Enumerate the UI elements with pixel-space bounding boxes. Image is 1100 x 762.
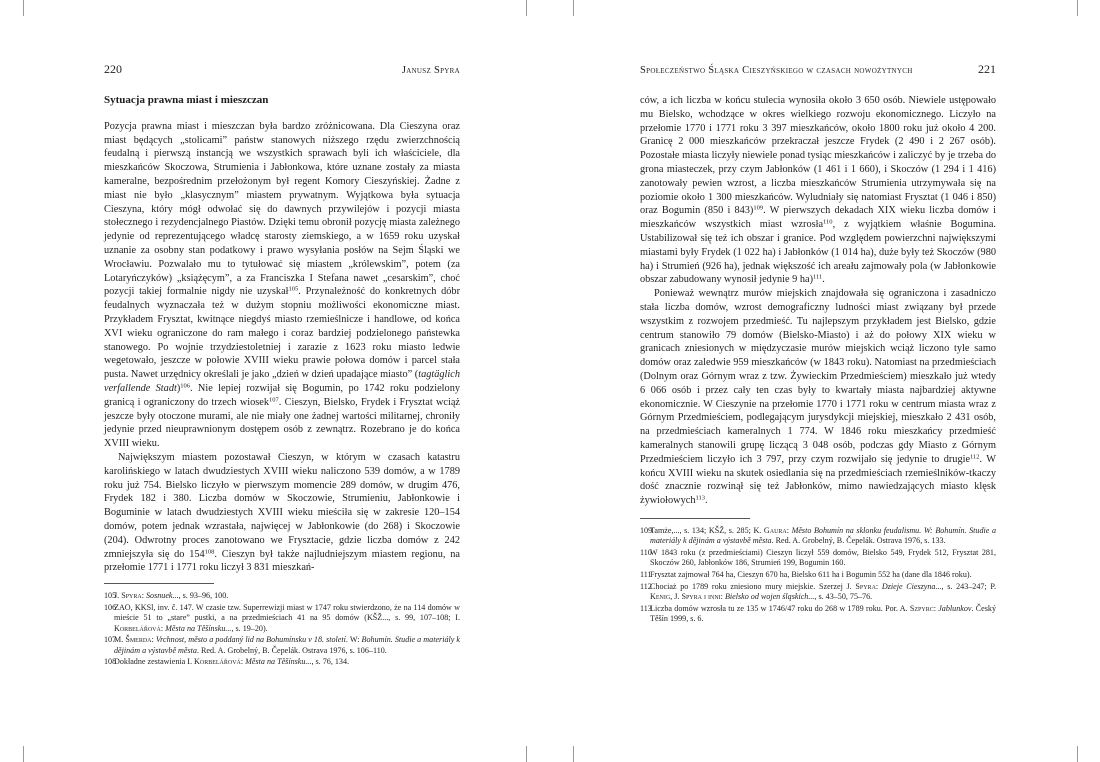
crop-mark: [573, 746, 574, 762]
footnote: [640, 570, 996, 580]
italic-text: Vrchnost, město a poddaný lid na Bohumínsku v 18. století: [155, 635, 346, 645]
text-run: . Red. A. Grobelný, B. Čepelák. Ostrava 1976, s. 133.: [771, 536, 946, 546]
crop-mark: [1077, 0, 1078, 16]
text-run: . Przynależność do konkretnych dóbr feudalnych wyznaczała też w dużym stopniu możliwości ekonomiczne miast. Przykładem Frysztat, kwitnące niegdyś miasto rzemieślnicze i handlowe, od końca XVI wieku ograniczone do ram małego i coraz bardziej podzielonego państewka stanowego. Po wojnie trzydziestoletniej i zarazie z 1623 roku miasto ledwie wegetowało, jeszcze w połowie XVIII wieku prawie połowa domów i parcel stała pusta. Nawet urzędnicy określali je jako „dzień w dzień upadające miasto” (: [104, 286, 460, 381]
body-text: [104, 120, 460, 575]
crop-mark: [526, 0, 527, 16]
running-head-title: Społeczeństwo Śląska Cieszyńskiego w czasach nowożytnych: [640, 65, 913, 76]
footnotes: [104, 591, 460, 667]
text-run: . Red. A. Grobelný, B. Čepelák. Ostrava 1976, s. 106–110.: [196, 645, 387, 655]
paragraph: [104, 451, 460, 575]
crop-mark: [23, 0, 24, 16]
text-run: .: [822, 274, 825, 286]
footnote-text: [114, 635, 460, 656]
crop-mark: [1077, 746, 1078, 762]
text-run: :: [720, 591, 725, 601]
section-title: Sytuacja prawna miast i mieszczan: [104, 94, 269, 106]
paragraph: [104, 120, 460, 451]
footnote-number: 109: [640, 525, 653, 535]
footnote-number: 111: [640, 569, 652, 579]
footnote-text: [650, 570, 996, 580]
text-run: . W:: [345, 635, 362, 645]
author-name: Spyra: [855, 581, 876, 591]
author-name: Gaura: [763, 525, 787, 535]
crop-mark: [573, 0, 574, 16]
footnote-rule: [640, 518, 750, 519]
footnote-ref[interactable]: 108: [204, 548, 215, 555]
footnote: [104, 591, 460, 601]
text-run: Frysztat zajmował 764 ha, Cieszyn 670 ha, Bielsko 611 ha i Bogumin 552 ha (dane dla 1846 roku).: [650, 569, 972, 579]
text-run: ZAO, KKSl, inv. č. 147. W czasie tzw. Superrewizji miast w 1747 roku stwierdzono, że na 114 domów w mieście 51 to „stare” pustki, a na przedmieściach 41 na 95 domów (KŠŽ..., s. 99, 107–108; I.: [114, 602, 460, 623]
text-run: , J.: [670, 591, 682, 601]
text-run: Tamże,..., s. 134; KŠŽ, s. 285; K.: [650, 525, 764, 535]
text-run: :: [240, 657, 246, 667]
footnote-text: [650, 548, 996, 569]
paragraph: [640, 94, 996, 287]
running-head-author: Janusz Spyra: [401, 65, 460, 76]
footnote-ref[interactable]: 109: [753, 204, 764, 212]
footnote-number: 112: [640, 581, 652, 591]
italic-text: Města na Těšínsku...: [165, 623, 232, 633]
text-run: Pozycja prawna miast i mieszczan była bardzo zróżnicowana. Dla Cieszyna oraz miast będących „stolicami” państw stanowych niższego rzędu zwierzchnością feudalną i pierwszą instancją we wszystkich sprawach byli ich właściciele, dla mieszkańców Skoczowa, Strumienia i Jabłonkowa, które uznane zostały za miasta kameralne, bezpośrednim przełożonym był regent Komory Cieszyńskiej. Żadne z miast nie było „klasycznym” miastem prywatnym. Wyjątkowa była sytuacja Cieszyna, który mógł odwołać się do dawnych przywilejów i pozycji miasta stołecznego i rezydencjalnego Piastów. Dzięki temu obronił pozycję miasta zależnego jedynie od reprezentującego władcę starosty ziemskiego, a w 1659 roku uzyskał uznanie za osobny stan podatkowy i prawo wysyłania posłów na Sejm Śląski we Wrocławiu. Pozwalało mu to tytułować się miastem „królewskim”, potem (za Lotaryńczyków) „książęcym”, a za Franciszka I Stefana nawet „cesarskim”, choć pozycji takiej formalnie nigdy nie uzyskał: [104, 120, 460, 298]
footnote-ref[interactable]: 110: [823, 218, 833, 226]
footnote-number: 107: [104, 635, 117, 645]
italic-text: Dzieje Cieszyna...: [881, 581, 942, 591]
text-run: . Nie lepiej rozwijał się Bogumin, po 1742 roku podzielony granicą i ograniczony do trzech wiosek: [104, 382, 460, 408]
page-number: 221: [978, 62, 996, 76]
footnote: [640, 526, 996, 547]
footnote-ref[interactable]: 112: [970, 453, 980, 461]
text-run: , s. 93–96, 100.: [178, 591, 229, 601]
text-run: . Cieszyn był także najludniejszym miastem regionu, na przełomie 1771 i 1771 roku liczył 3 831 mieszkań-: [104, 548, 460, 574]
footnote: [640, 548, 996, 569]
text-run: :: [933, 603, 939, 613]
text-run: Największym miastem pozostawał Cieszyn, w którym w czasach katastru karolińskiego w latach dwudziestych XVIII wieku naliczono 539 domów, a w 1789 roku już 754. Bielsko liczyło w pierwszym momencie 289 domów, w drugim 476, Frydek 182 i 380. Liczba domów w Skoczowie, Strumieniu, Jabłonkowie i Boguminie w latach dwudziestych XVIII wieku mieściła się w zakresie 120–154 domów, potem jednak wzrastała, najwięcej w Jabłonkowie (do 268) i Skoczowie (204). Odwrotny proces zanotowano we Frysztacie, gdzie liczba domów z 242 zmniejszyła się do 154: [104, 451, 460, 560]
footnote-text: [114, 603, 460, 634]
footnote-number: 110: [640, 547, 652, 557]
text-run: M.: [114, 635, 126, 645]
page-number: 220: [104, 62, 122, 76]
text-run: Liczba domów wzrosła tu ze 135 w 1746/47 roku do 268 w 1789 roku. Por. A.: [650, 603, 910, 613]
footnote-number: 105: [104, 591, 117, 601]
footnote-text: [650, 526, 996, 547]
footnote-text: [650, 604, 996, 625]
text-run: :: [151, 635, 156, 645]
right-page: [640, 62, 996, 626]
italic-text: Bohumín. Studie a materiály k dějinám a výstavbě města: [114, 635, 461, 655]
footnote-number: 106: [104, 602, 117, 612]
text-run: . Cieszyn, Bielsko, Frydek i Frysztat wciąż jeszcze były otoczone murami, ale nie miały one żadnej wartości militarnej, chroniły jedynie przed nieuprawnionym dostępem osób z zewnątrz. Rozebrano je do końca XVIII wieku.: [104, 396, 460, 450]
left-page: [104, 62, 460, 669]
footnote-text: [650, 582, 996, 603]
text-run: Dokładne zestawienia I.: [114, 657, 195, 667]
text-run: J.: [114, 591, 122, 601]
text-run: :: [141, 591, 146, 601]
footnote-ref[interactable]: 111: [813, 273, 823, 281]
italic-text: Jablunkov: [938, 603, 972, 613]
footnote-number: 108: [104, 657, 117, 667]
author-name: Korbelářová: [194, 657, 241, 667]
author-name: Šmerda: [125, 635, 152, 645]
italic-text: tagtäglich verfallende Stadt: [104, 369, 460, 394]
text-run: ców, a ich liczba w końcu stulecia wynosiła około 3 650 osób. Niewiele ustępowało mu Bielsko, wchodzące w okres wielkiego rozwoju ekonomicznego. Liczyło na przełomie 1770 i 1771 roku 3 397 mieszkańców, około 1800 roku już około 4 200. Granicę 2 000 mieszkańców przekraczał jeszcze Frydek (2 490 i 2 267 osób). Pozostałe miasta liczyły niewiele ponad tysiąc mieszkańców i zaliczyć by je trzeba do grona miasteczek, przy czym Jabłonków (1 461 i 1 660), i Skoczów (1 294 i 1 416) zanotowały pewien wzrost, a liczba mieszkańców Strumienia utrzymywała się na poziomie około 1 300 mieszkańców. Wyludniały się natomiast Frysztat (1 046 i 850) oraz Bogumin (850 i 843): [640, 95, 996, 217]
text-run: , s. 19–20).: [231, 623, 268, 633]
footnote-number: 113: [640, 603, 652, 613]
author-name: Spyra i inni: [681, 591, 721, 601]
text-run: :: [786, 525, 792, 535]
text-run: W 1843 roku (z przedmieściami) Cieszyn liczył 559 domów, Bielsko 549, Frydek 512, Frysztat 281, Skoczów 260, Jabłonków 186, Strumień 199, Bogumin 160.: [650, 547, 996, 568]
italic-text: Města na Těšínsku...: [245, 657, 312, 667]
text-run: , z wyjątkiem właśnie Bogumina. Ustabilizował się też ich obszar i granice. Pod względem powierzchni największymi miastami były Frydek (1 022 ha) i Jabłonków (1 014 ha), duże były też Skoczów (980 ha) i Strumień (926 ha), jednak większość ich areału zajmowały pola (w Jabłonkowie obszar zabudowany wynosił jedynie 9 ha): [640, 219, 996, 286]
footnote: [104, 657, 460, 667]
text-run: . Český Těšín 1999, s. 6.: [650, 603, 997, 623]
body-text: [640, 94, 996, 508]
footnote: [640, 604, 996, 625]
text-run: .: [705, 495, 708, 507]
text-run: :: [875, 581, 882, 591]
footnote-ref[interactable]: 113: [695, 494, 705, 502]
footnote: [104, 603, 460, 634]
text-run: , s. 76, 134.: [311, 657, 350, 667]
italic-text: Sosnuek...: [146, 591, 179, 601]
running-header: [104, 62, 460, 78]
text-run: ): [176, 382, 181, 394]
text-run: . W końcu XVIII wieku na skutek osiedlania się na przedmieściach rzemieślników-tkaczy dość znacznie rozwinął się też Jabłonków, mimo nawiedzających miasto klęsk żywiołowych: [640, 453, 997, 507]
running-header: [640, 62, 996, 78]
footnote-rule: [104, 583, 214, 584]
italic-text: Město Bohumín na sklonku feudalismu. W: Bohumín. Studie a materiály k dějinám a výstavbě města: [650, 525, 996, 546]
author-name: Spyra: [121, 591, 142, 601]
text-run: , s. 43–50, 75–76.: [814, 591, 873, 601]
text-run: :: [160, 623, 166, 633]
footnote-text: [114, 657, 460, 667]
footnote-ref[interactable]: 106: [180, 382, 191, 390]
text-run: Chociaż po 1789 roku zniesiono mury miejskie. Szerzej J.: [650, 581, 856, 591]
footnote: [104, 635, 460, 656]
footnote-ref[interactable]: 105: [288, 285, 299, 293]
italic-text: Bielsko od wojen śląskich...: [724, 591, 815, 601]
crop-mark: [23, 746, 24, 762]
footnote-ref[interactable]: 107: [269, 396, 279, 404]
author-name: Korbelářová: [114, 623, 161, 633]
crop-mark: [526, 746, 527, 762]
paragraph: [640, 287, 996, 508]
footnote: [640, 582, 996, 603]
author-name: Szpyrc: [909, 603, 934, 613]
text-run: . W pierwszych dekadach XIX wieku liczba domów i mieszkańców wszystkich miast wzrosła: [640, 205, 996, 231]
author-name: Kenig: [650, 591, 671, 601]
footnote-text: [114, 591, 460, 601]
text-run: Ponieważ wewnątrz murów miejskich znajdowała się ograniczona i zasadniczo stała liczba domów, wzrost demograficzny ludności miast związany był przede wszystkim z rozwojem przedmieść. Tu najlepszym przykładem jest Bielsko, gdzie centrum stanowiło 79 domów (Bielsko-Miasto) i aż do połowy XIX wieku w granicach zniesionych w międzyczasie murów miejskich wciąż liczono tyle samo domów oraz zaledwie 959 mieszkańców (w 1843 roku). Natomiast na przedmieściach (Dolnym oraz Górnym wraz z tzw. Żywieckim Przedmieściem) mieszkało już wtedy 6 066 osób i przez cały ten czas były to kwartały miasta najbardziej aktywne ekonomicznie. W Cieszynie na przełomie 1770 i 1771 roku w centrum miasta wraz z Górnym Przedmieściem, podlegającym jurysdykcji miejskiej, mieszkało 2 431 osób, na przedmieściach kameralnych 1 774. W 1846 roku mieszkańcy przedmieść kameralnych stanowili grupę liczącą 3 048 osób, podczas gdy Miasto z Górnym Przedmieściem liczyło ich 3 797, przy czym rozwijało się jedynie to drugie: [640, 288, 996, 465]
text-run: , s. 243–247; P.: [941, 581, 997, 591]
footnotes: [640, 526, 996, 624]
